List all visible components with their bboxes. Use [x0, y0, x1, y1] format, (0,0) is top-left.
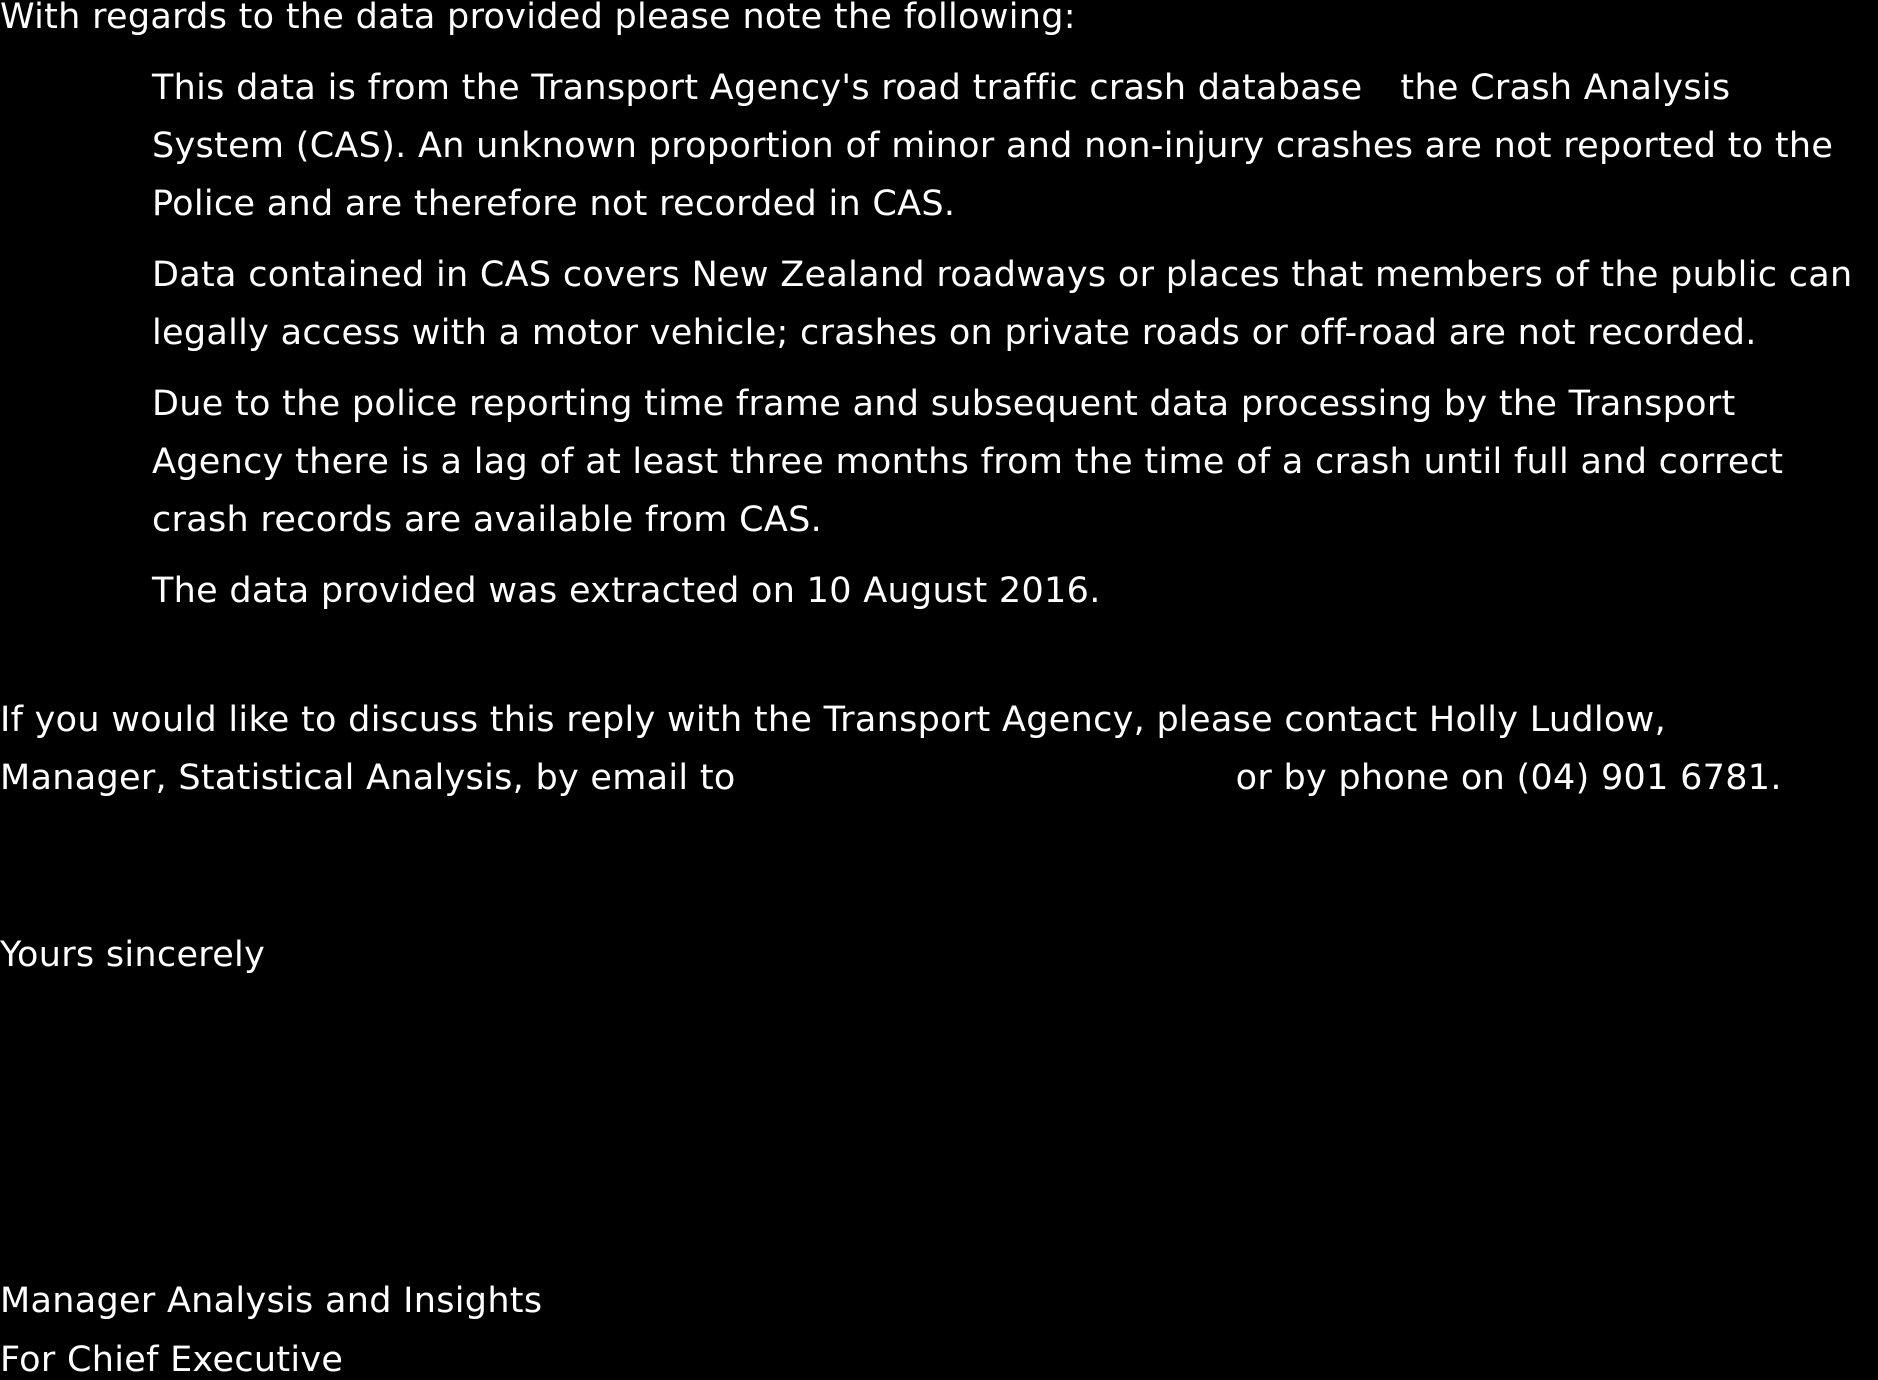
signatory-title: Manager Analysis and Insights — [0, 1281, 543, 1321]
note-1-line-1 — [152, 68, 1731, 108]
note-2-line-2: legally access with a motor vehicle; crashes on private roads or off-road are not recorded. — [152, 313, 1757, 353]
contact-line-1: If you would like to discuss this reply with the Transport Agency, please contact Holly Ludlow, — [0, 700, 1666, 740]
note-1-line-2: System (CAS). An unknown proportion of minor and non-injury crashes are not reported to the — [152, 126, 1834, 166]
note-3-line-1: Due to the police reporting time frame and subsequent data processing by the Transport — [152, 384, 1736, 424]
note-3-line-2: Agency there is a lag of at least three months from the time of a crash until full and correct — [152, 442, 1784, 482]
note-1-line-1-part-b: the Crash Analysis — [1400, 68, 1731, 108]
intro-text: With regards to the data provided please note the following: — [0, 0, 1076, 37]
note-3-line-3: crash records are available from CAS. — [152, 500, 823, 540]
note-1-line-3: Police and are therefore not recorded in CAS. — [152, 184, 956, 224]
signatory-for: For Chief Executive — [0, 1340, 344, 1380]
contact-line-2-after: or by phone on (04) 901 6781. — [1235, 758, 1782, 798]
contact-line-2 — [0, 758, 1782, 798]
note-4-line-1: The data provided was extracted on 10 August 2016. — [152, 571, 1101, 611]
contact-line-2-before: Manager, Statistical Analysis, by email to — [0, 758, 736, 798]
note-1-line-1-part-a: This data is from the Transport Agency's road traffic crash database — [152, 68, 1363, 108]
closing-text: Yours sincerely — [0, 935, 266, 975]
note-2-line-1: Data contained in CAS covers New Zealand roadways or places that members of the public can — [152, 255, 1853, 295]
